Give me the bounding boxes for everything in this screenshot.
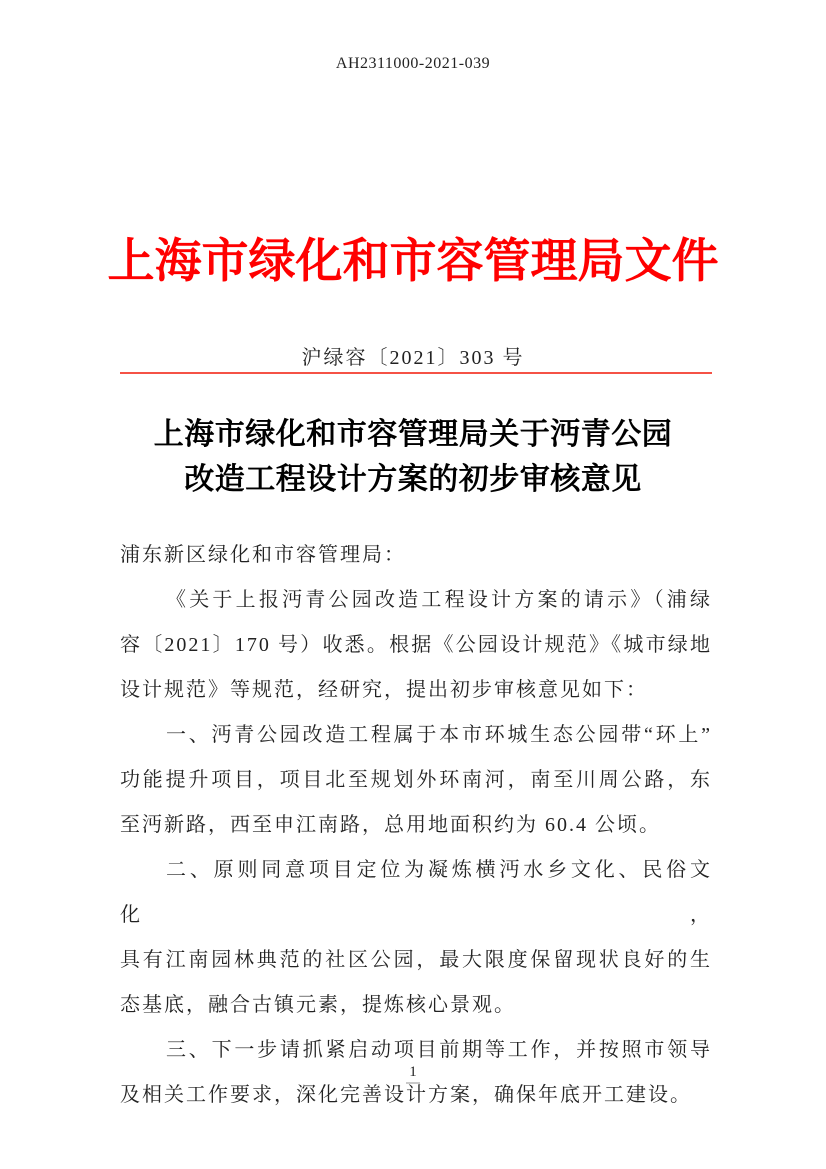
body-line: 及相关工作要求，深化完善设计方案，确保年底开工建设。 [120, 1084, 692, 1106]
page-footer [0, 1063, 826, 1084]
doc-reference-code: AH2311000-2021-039 [335, 55, 491, 72]
body-line: 容〔2021〕170 号）收悉。根据《公园设计规范》《城市绿地 [120, 634, 712, 656]
body-line: 至沔新路，西至申江南路，总用地面积约为 60.4 公顷。 [120, 814, 661, 836]
document-title [57, 412, 769, 502]
body-line: 具有江南园林典范的社区公园，最大限度保留现状良好的生 [120, 949, 712, 971]
document-title-line-2: 改造工程设计方案的初步审核意见 [184, 463, 642, 496]
body-line: 二、原则同意项目定位为凝炼横沔水乡文化、民俗文化， [120, 859, 712, 926]
body-line: 态基底，融合古镇元素，提炼核心景观。 [120, 994, 516, 1016]
red-header-title: 上海市绿化和市容管理局文件 [107, 236, 719, 288]
body-line: 《关于上报沔青公园改造工程设计方案的请示》（浦绿 [166, 589, 712, 611]
body-line-salutation: 浦东新区绿化和市容管理局： [120, 544, 406, 566]
body-line: 一、沔青公园改造工程属于本市环城生态公园带“环上” [166, 724, 712, 746]
body-line: 三、下一步请抓紧启动项目前期等工作，并按照市领导 [166, 1039, 712, 1061]
doc-number: 沪绿容〔2021〕303 号 [301, 347, 525, 369]
page-number: 1 [406, 1064, 420, 1084]
document-title-line-1: 上海市绿化和市容管理局关于沔青公园 [153, 418, 673, 451]
document-body [120, 533, 712, 1118]
body-line: 设计规范》等规范，经研究，提出初步审核意见如下： [120, 679, 648, 701]
red-divider-line [120, 372, 712, 374]
body-line: 功能提升项目，项目北至规划外环南河，南至川周公路，东 [120, 769, 712, 791]
